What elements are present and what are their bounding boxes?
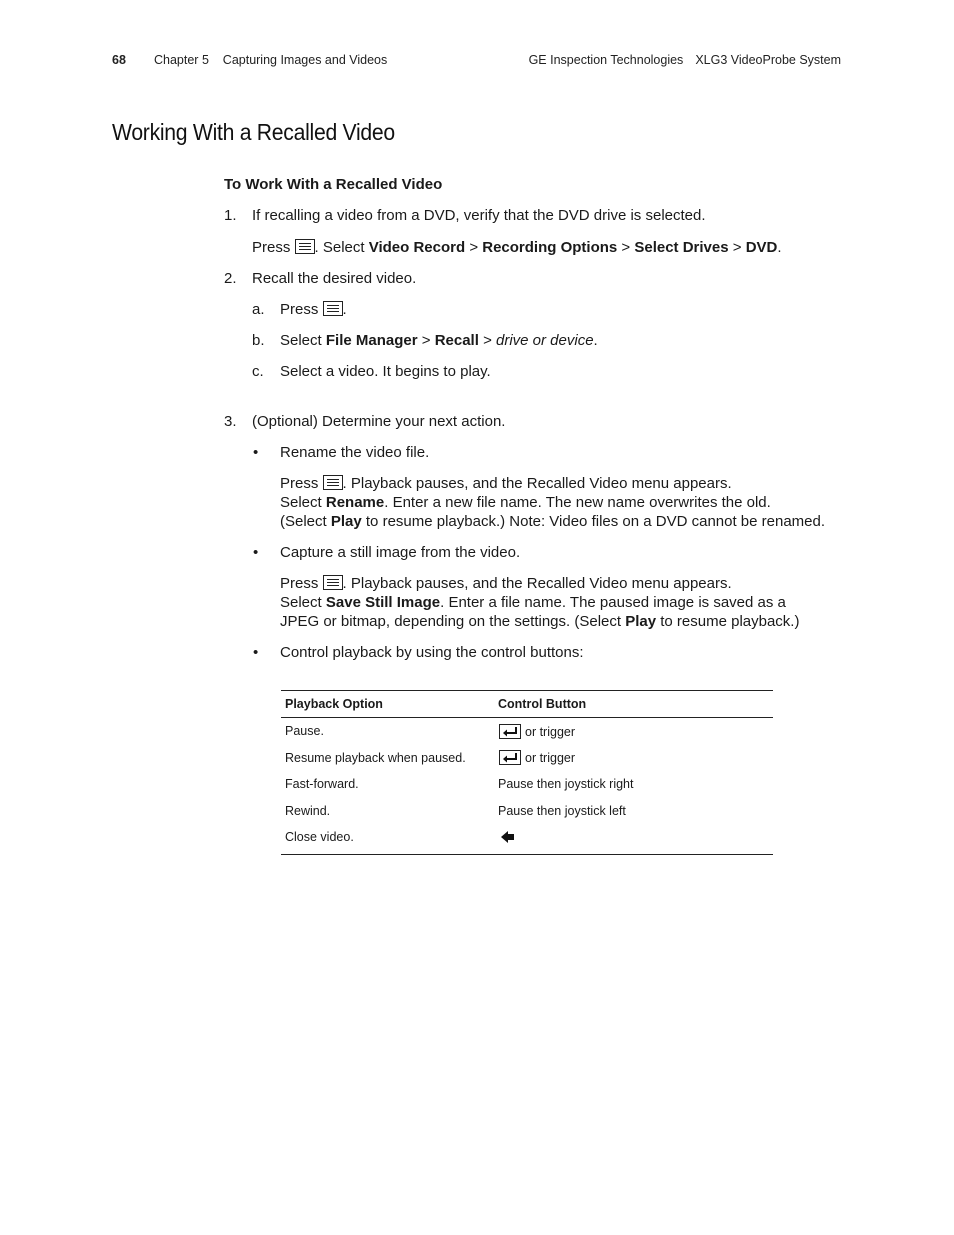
menu-path-item: Recording Options bbox=[482, 239, 618, 256]
company-name: GE Inspection Technologies bbox=[528, 53, 684, 67]
table-header-row bbox=[281, 691, 773, 718]
playback-option: Fast-forward. bbox=[285, 777, 359, 792]
menu-path-item: File Manager bbox=[325, 332, 418, 349]
playback-option: Pause. bbox=[285, 724, 324, 739]
column-header: Control Button bbox=[498, 697, 587, 711]
punctuation: . bbox=[342, 301, 347, 318]
step-number: 3. bbox=[224, 413, 237, 430]
bullet-marker: • bbox=[253, 644, 259, 661]
table-row bbox=[281, 771, 773, 798]
detail-text: . Playback pauses, and the Recalled Video menu appears. bbox=[342, 475, 732, 492]
playback-option: Resume playback when paused. bbox=[285, 750, 466, 765]
substep-text: Select a video. It begins to play. bbox=[280, 363, 491, 380]
bullet-detail-line bbox=[280, 574, 732, 593]
enter-icon bbox=[499, 724, 521, 739]
menu-path-separator: > bbox=[732, 239, 742, 256]
playback-option: Rewind. bbox=[285, 803, 331, 818]
detail-text: Select bbox=[280, 594, 322, 611]
column-header: Playback Option bbox=[285, 697, 383, 711]
menu-icon bbox=[323, 475, 343, 490]
playback-controls-table bbox=[281, 690, 773, 855]
punctuation: . bbox=[777, 239, 782, 256]
press-label: Press bbox=[252, 239, 291, 256]
press-label: Press bbox=[280, 575, 319, 592]
menu-path-separator: > bbox=[421, 332, 431, 349]
menu-path-item: DVD bbox=[745, 239, 778, 256]
menu-path-item: Save Still Image bbox=[325, 594, 441, 611]
back-arrow-icon bbox=[500, 830, 516, 844]
control-button-text: or trigger bbox=[525, 751, 576, 766]
step-number: 2. bbox=[224, 270, 237, 287]
menu-icon bbox=[295, 239, 315, 254]
enter-icon bbox=[499, 750, 521, 765]
playback-option: Close video. bbox=[285, 830, 354, 845]
control-button bbox=[498, 830, 773, 845]
bullet-detail-line bbox=[280, 593, 786, 612]
menu-path-separator: > bbox=[621, 239, 631, 256]
substep-text bbox=[280, 331, 598, 350]
menu-path-separator: > bbox=[469, 239, 479, 256]
substep-label: b. bbox=[252, 332, 265, 349]
menu-path-item: Recall bbox=[434, 332, 479, 349]
product-name: XLG3 VideoProbe System bbox=[695, 53, 841, 67]
control-button-text: Pause then joystick right bbox=[498, 777, 634, 792]
table-body bbox=[281, 718, 773, 854]
chapter-title: Chapter 5 Capturing Images and Videos bbox=[154, 53, 388, 67]
menu-icon bbox=[323, 575, 343, 590]
detail-text: to resume playback.) Note: Video files on a DVD cannot be renamed. bbox=[365, 513, 826, 530]
detail-text: . Enter a new file name. The new name overwrites the old. bbox=[384, 494, 771, 511]
step-text: If recalling a video from a DVD, verify that the DVD drive is selected. bbox=[252, 207, 706, 224]
step-instruction bbox=[252, 238, 782, 257]
page-number: 68 bbox=[112, 53, 126, 67]
detail-text: . Enter a file name. The paused image is saved as a bbox=[440, 594, 786, 611]
control-button bbox=[498, 724, 773, 739]
table-row bbox=[281, 745, 773, 772]
menu-path-item: Select Drives bbox=[634, 239, 729, 256]
bullet-marker: • bbox=[253, 444, 259, 461]
bullet-text: Rename the video file. bbox=[280, 444, 430, 461]
bullet-detail-line bbox=[280, 493, 771, 512]
select-label: . Select bbox=[314, 239, 365, 256]
substep-text bbox=[280, 300, 347, 319]
press-label: Press bbox=[280, 301, 319, 318]
menu-icon bbox=[323, 301, 343, 316]
header-right bbox=[529, 53, 841, 67]
press-label: Press bbox=[280, 475, 319, 492]
control-button-text: Pause then joystick left bbox=[498, 803, 626, 818]
detail-text: (Select bbox=[280, 513, 327, 530]
bullet-detail-line bbox=[280, 474, 732, 493]
select-label: Select bbox=[280, 332, 322, 349]
detail-text: . Playback pauses, and the Recalled Video menu appears. bbox=[342, 575, 732, 592]
menu-path-item: Rename bbox=[325, 494, 385, 511]
bullet-marker: • bbox=[253, 544, 259, 561]
table-row bbox=[281, 718, 773, 745]
menu-path-separator: > bbox=[483, 332, 492, 349]
bullet-detail-line bbox=[280, 612, 799, 631]
step-text: Recall the desired video. bbox=[252, 270, 417, 287]
table-row bbox=[281, 824, 773, 851]
section-title: Working With a Recalled Video bbox=[112, 119, 395, 145]
detail-text: JPEG or bitmap, depending on the settings. (Select bbox=[280, 613, 622, 630]
substep-label: c. bbox=[252, 363, 264, 380]
menu-path-item: Video Record bbox=[368, 239, 466, 256]
bullet-text: Capture a still image from the video. bbox=[280, 544, 521, 561]
menu-path-item: Play bbox=[330, 513, 362, 530]
control-button-text: or trigger bbox=[525, 724, 576, 739]
step-number: 1. bbox=[224, 207, 237, 224]
bullet-text: Control playback by using the control buttons: bbox=[280, 644, 584, 661]
procedure-heading: To Work With a Recalled Video bbox=[224, 176, 443, 193]
control-button bbox=[498, 750, 773, 765]
detail-text: Select bbox=[280, 494, 322, 511]
bullet-detail-line bbox=[280, 512, 825, 531]
punctuation: . bbox=[593, 332, 598, 349]
table-row bbox=[281, 798, 773, 825]
detail-text: to resume playback.) bbox=[660, 613, 800, 630]
substep-label: a. bbox=[252, 301, 265, 318]
menu-path-item: Play bbox=[625, 613, 657, 630]
menu-path-variable: drive or device bbox=[496, 332, 594, 349]
step-text: (Optional) Determine your next action. bbox=[252, 413, 506, 430]
